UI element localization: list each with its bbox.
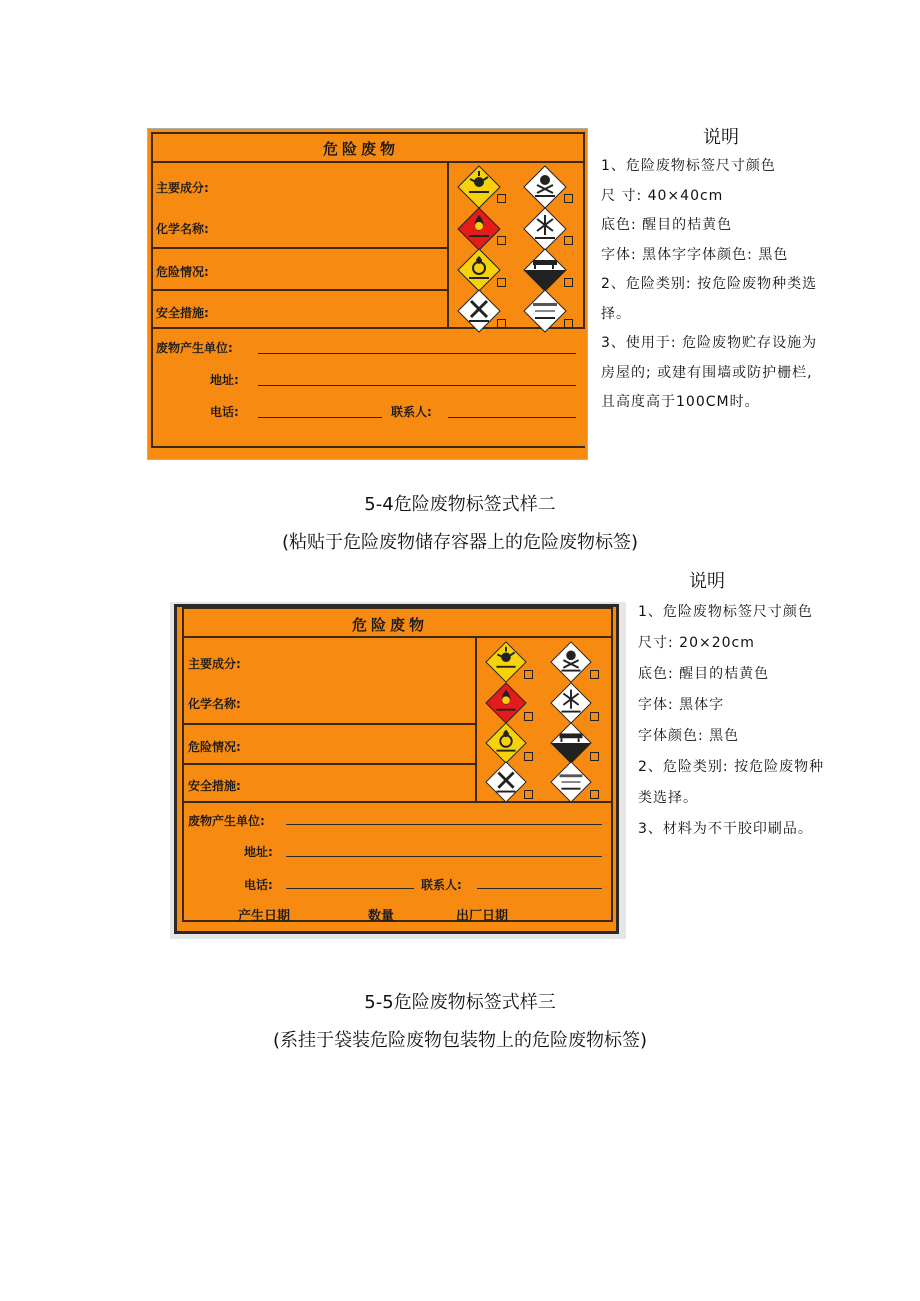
quantity-label: 数量 [368,909,395,924]
caption-1: 5-4危险废物标签式样二 [364,494,556,515]
main-components-label: 主要成分: [188,657,241,671]
note-line: 2、危险类别: 按危险废物种 [638,759,825,775]
label-title: 危险废物 [323,140,400,158]
phone-label: 电话: [210,405,239,419]
hazard-label-1 [147,128,588,460]
note-line: 房屋的; 或建有围墙或防护栅栏, [601,364,813,381]
safety-label: 安全措施: [188,779,241,793]
environment-hazard-icon [550,761,592,803]
oxidizer-icon [485,722,527,764]
flammable-flame-icon [485,682,527,724]
note-line: 底色: 醒目的桔黄色 [638,666,770,682]
contact-label: 联系人: [391,405,432,419]
main-components-label: 主要成分: [156,181,209,195]
address-label: 地址: [244,845,273,859]
subcaption-2: (系挂于袋装危险废物包装物上的危险废物标签) [272,1030,648,1051]
harmful-cross-icon [550,682,592,724]
environment-hazard-icon [523,289,567,333]
note-line: 1、危险废物标签尺寸颜色 [638,604,813,620]
notes-2 [638,597,824,845]
address-label: 地址: [210,373,239,387]
subcaption-1: (粘贴于危险废物储存容器上的危险废物标签) [281,532,639,553]
safety-label: 安全措施: [156,306,209,320]
note-line: 底色: 醒目的桔黄色 [601,217,733,233]
note-title-1: 说明 [703,127,739,148]
hazard-label-2 [170,602,626,939]
hazard-label: 危险情况: [188,740,241,754]
notes-1 [601,152,817,418]
note-line: 2、危险类别: 按危险废物种类选 [601,276,818,292]
chemical-name-label: 化学名称: [188,697,241,711]
contact-label: 联系人: [421,878,462,892]
note-line: 字体: 黑体字字体颜色: 黑色 [601,246,789,263]
production-date-label: 产生日期 [238,909,291,924]
explosive-icon [457,165,501,209]
phone-label: 电话: [244,878,273,892]
note-line: 1、危险废物标签尺寸颜色 [601,158,776,174]
flammable-flame-icon [457,207,501,251]
corrosive-icon [550,722,592,764]
explosive-icon [485,641,527,683]
irritant-x-icon [457,289,501,333]
note-line: 3、材料为不干胶印刷品。 [638,821,813,837]
note-line: 3、使用于: 危险废物贮存设施为 [601,335,818,351]
chemical-name-label: 化学名称: [156,222,209,236]
note-line: 择。 [601,305,631,322]
note-line: 类选择。 [638,790,698,806]
factory-date-label: 出厂日期 [456,909,509,924]
toxic-skull-icon [523,165,567,209]
producer-label: 废物产生单位: [156,341,233,355]
note-line: 且高度高于100CM时。 [601,394,760,410]
note-line: 尺 寸: 40×40cm [601,187,724,204]
label-title: 危险废物 [352,616,429,634]
oxidizer-icon [457,248,501,292]
harmful-cross-icon [523,207,567,251]
corrosive-icon [523,248,567,292]
caption-2: 5-5危险废物标签式样三 [364,992,556,1013]
note-line: 尺寸: 20×20cm [638,635,755,651]
irritant-x-icon [485,761,527,803]
producer-label: 废物产生单位: [188,814,265,828]
toxic-skull-icon [550,641,592,683]
note-line: 字体颜色: 黑色 [638,728,740,744]
hazard-label: 危险情况: [156,265,209,279]
note-title-2: 说明 [689,571,725,592]
note-line: 字体: 黑体字 [638,697,725,713]
